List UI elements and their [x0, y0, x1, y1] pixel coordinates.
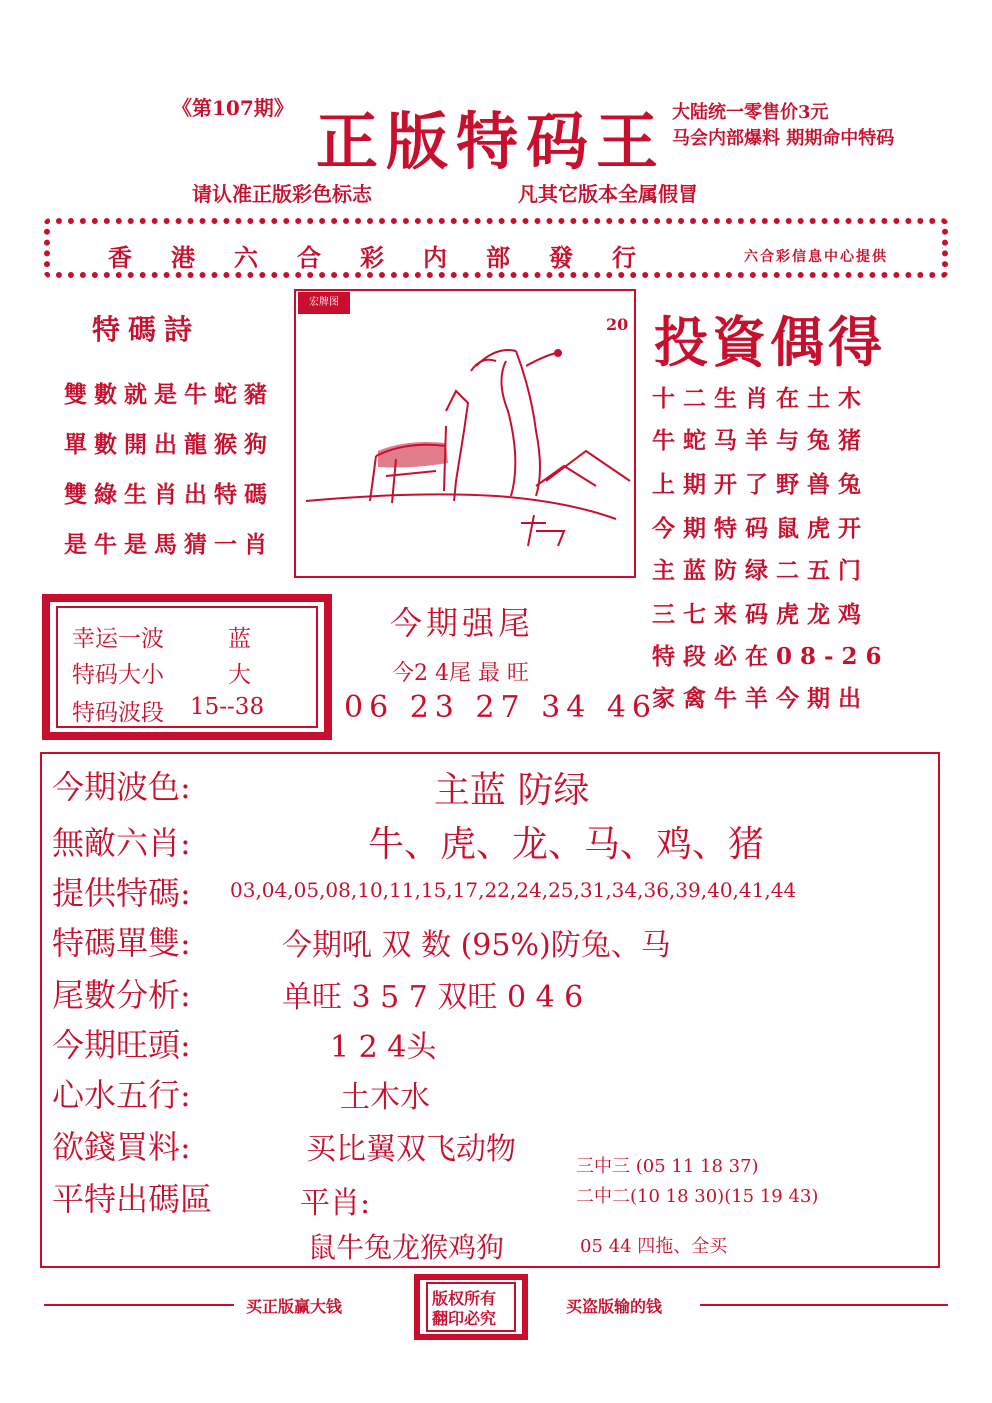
invest-line: 上期开了野兽兔 [652, 471, 869, 498]
banner-title: 香港六合彩内部發行 [108, 243, 675, 272]
authentic-notice: 请认准正版彩色标志 [192, 182, 372, 206]
tail-subtitle: 今2 4尾 最 旺 [392, 661, 529, 686]
issue-number: 《第107期》 [172, 96, 294, 120]
footer-rule-right [700, 1304, 948, 1306]
footer-rule-left [44, 1304, 234, 1306]
row-value: 1 2 4头 [330, 1030, 437, 1065]
deer-drawing [296, 291, 634, 576]
poem-line: 雙綠生肖出特碼 [64, 481, 274, 508]
poem-line: 是牛是馬猜一肖 [64, 531, 274, 558]
lucky-wave-label: 幸运一波 [72, 626, 164, 652]
row-label: 提供特碼: [52, 874, 191, 912]
lucky-wave-value: 蓝 [228, 626, 251, 652]
footer-right-text: 买盗版输的钱 [566, 1297, 663, 1316]
three-hit: 三中三 (05 11 18 37) [576, 1156, 759, 1177]
row-value: 单旺 3 5 7 双旺 0 4 6 [282, 980, 584, 1015]
price-note: 大陆统一零售价3元 [672, 102, 829, 123]
page-title: 正版特码王 [316, 105, 667, 178]
picture-number: 20 [606, 315, 629, 334]
invest-title: 投資偶得 [654, 310, 886, 374]
invest-line: 特段必在08-26 [652, 643, 890, 670]
inside-note: 马会内部爆料 期期命中特码 [672, 128, 895, 149]
row-label: 平特出碼區 [52, 1180, 213, 1218]
row-value: 今期吼 双 数 (95%)防兔、马 [282, 928, 671, 963]
tail-title: 今期强尾 [390, 604, 535, 642]
riddle-illustration [294, 289, 636, 578]
row-label: 心水五行: [52, 1076, 191, 1114]
fake-notice: 凡其它版本全属假冒 [518, 182, 698, 206]
row-label: 今期旺頭: [52, 1026, 191, 1064]
lucky-size-label: 特码大小 [72, 662, 164, 688]
row-label: 今期波色: [52, 768, 191, 806]
row-label: 尾數分析: [52, 976, 191, 1014]
invest-line: 十二生肖在土木 [652, 385, 869, 412]
lucky-size-value: 大 [228, 662, 251, 688]
poem-line: 雙數就是牛蛇豬 [64, 381, 274, 408]
invest-line: 三七来码虎龙鸡 [652, 601, 869, 628]
footer-left-text: 买正版赢大钱 [246, 1297, 343, 1316]
poem-title: 特碼詩 [92, 313, 201, 346]
zodiac-line: 鼠牛兔龙猴鸡狗 [308, 1231, 505, 1264]
row-value: 03,04,05,08,10,11,15,17,22,24,25,31,34,36,39,40,41,44 [230, 878, 797, 902]
lucky-range-label: 特码波段 [72, 700, 164, 726]
lucky-range-value: 15--38 [190, 694, 265, 720]
row-value: 买比翼双飞动物 [306, 1132, 516, 1167]
row-label: 特碼單雙: [52, 924, 191, 962]
stamp-seal: 宏牌图 [298, 292, 350, 314]
banner-subtitle: 六合彩信息中心提供 [744, 249, 888, 265]
copyright-line-2: 翻印必究 [432, 1309, 497, 1328]
tail-numbers: 06 23 27 34 46 [344, 690, 658, 720]
invest-line: 家禽牛羊今期出 [652, 685, 869, 712]
row-value: 土木水 [340, 1080, 430, 1115]
row-value: 主蓝 防绿 [434, 770, 590, 811]
poem-line: 單數開出龍猴狗 [64, 431, 274, 458]
row-label: 無敵六肖: [52, 824, 191, 862]
row-value: 平肖: [300, 1186, 371, 1221]
copyright-line-1: 版权所有 [432, 1289, 497, 1308]
two-hit: 二中二(10 18 30)(15 19 43) [576, 1186, 819, 1207]
invest-line: 今期特码鼠虎开 [652, 515, 869, 542]
invest-line: 主蓝防绿二五门 [652, 557, 869, 584]
drag-note: 05 44 四拖、全买 [580, 1236, 728, 1257]
invest-line: 牛蛇马羊与兔猪 [652, 427, 869, 454]
row-value: 牛、虎、龙、马、鸡、猪 [368, 824, 765, 865]
row-label: 欲錢買料: [52, 1128, 191, 1166]
